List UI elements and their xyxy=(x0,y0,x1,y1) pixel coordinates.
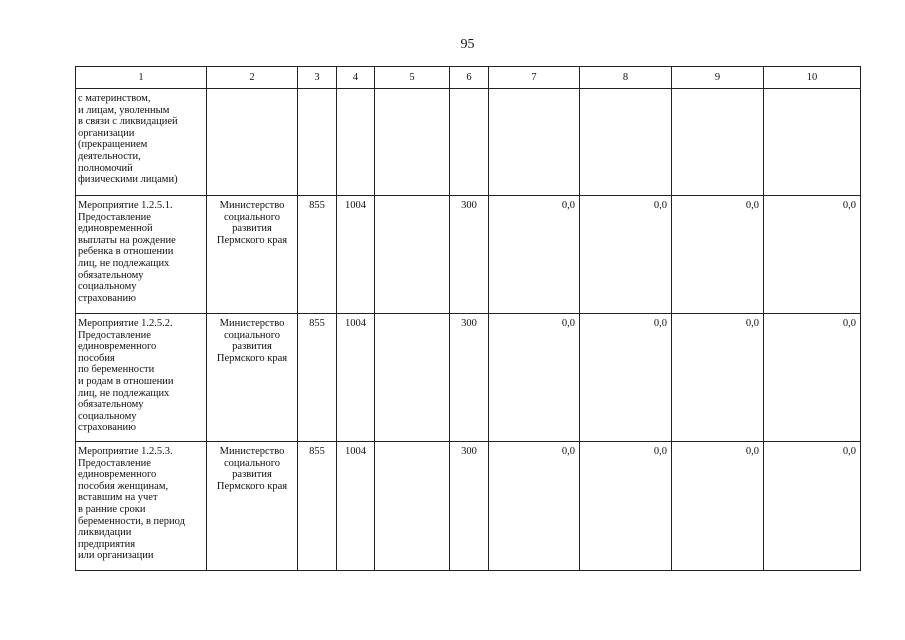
header-cell: 7 xyxy=(489,67,580,89)
amount-cell xyxy=(580,89,672,196)
code-cell: 855 xyxy=(298,314,337,442)
amount-cell: 0,0 xyxy=(672,196,764,314)
amount-cell: 0,0 xyxy=(580,196,672,314)
target-article-cell xyxy=(375,442,450,571)
header-cell: 5 xyxy=(375,67,450,89)
description-cell: Мероприятие 1.2.5.3. Предоставление единовременного пособия женщинам, вставшим на учет в ранние сроки беременности, в период ликвидации предприятия или организации xyxy=(76,442,207,571)
section-cell: 1004 xyxy=(337,442,375,571)
amount-cell: 0,0 xyxy=(764,314,861,442)
expense-type-cell: 300 xyxy=(450,442,489,571)
code-cell: 855 xyxy=(298,196,337,314)
table-row xyxy=(76,196,861,314)
table-row xyxy=(76,442,861,571)
amount-cell xyxy=(672,89,764,196)
expense-type-cell: 300 xyxy=(450,196,489,314)
amount-cell: 0,0 xyxy=(580,314,672,442)
department-cell: Министерство социального развития Пермского края xyxy=(207,442,298,571)
amount-cell xyxy=(489,89,580,196)
budget-table xyxy=(75,66,861,571)
amount-cell: 0,0 xyxy=(489,442,580,571)
amount-cell: 0,0 xyxy=(764,442,861,571)
description-cell: с материнством, и лицам, уволенным в связи с ликвидацией организации (прекращением деятельности, полномочий физическими лицами) xyxy=(76,89,207,196)
amount-cell: 0,0 xyxy=(672,314,764,442)
amount-cell: 0,0 xyxy=(580,442,672,571)
table-row xyxy=(76,314,861,442)
target-article-cell xyxy=(375,314,450,442)
table-row xyxy=(76,89,861,196)
amount-cell: 0,0 xyxy=(672,442,764,571)
header-cell: 8 xyxy=(580,67,672,89)
code-cell xyxy=(298,89,337,196)
department-cell xyxy=(207,89,298,196)
section-cell: 1004 xyxy=(337,314,375,442)
amount-cell: 0,0 xyxy=(489,196,580,314)
header-cell: 3 xyxy=(298,67,337,89)
header-row xyxy=(76,67,861,89)
expense-type-cell: 300 xyxy=(450,314,489,442)
section-cell xyxy=(337,89,375,196)
header-cell: 4 xyxy=(337,67,375,89)
header-cell: 9 xyxy=(672,67,764,89)
description-cell: Мероприятие 1.2.5.1. Предоставление единовременной выплаты на рождение ребенка в отношении лиц, не подлежащих обязательному социальному страхованию xyxy=(76,196,207,314)
target-article-cell xyxy=(375,196,450,314)
amount-cell xyxy=(764,89,861,196)
header-cell: 2 xyxy=(207,67,298,89)
header-cell: 1 xyxy=(76,67,207,89)
department-cell: Министерство социального развития Пермского края xyxy=(207,196,298,314)
header-cell: 6 xyxy=(450,67,489,89)
description-cell: Мероприятие 1.2.5.2. Предоставление единовременного пособия по беременности и родам в отношении лиц, не подлежащих обязательному социальному страхованию xyxy=(76,314,207,442)
target-article-cell xyxy=(375,89,450,196)
page-number: 95 xyxy=(460,37,475,52)
amount-cell: 0,0 xyxy=(489,314,580,442)
header-cell: 10 xyxy=(764,67,861,89)
amount-cell: 0,0 xyxy=(764,196,861,314)
expense-type-cell xyxy=(450,89,489,196)
section-cell: 1004 xyxy=(337,196,375,314)
department-cell: Министерство социального развития Пермского края xyxy=(207,314,298,442)
code-cell: 855 xyxy=(298,442,337,571)
